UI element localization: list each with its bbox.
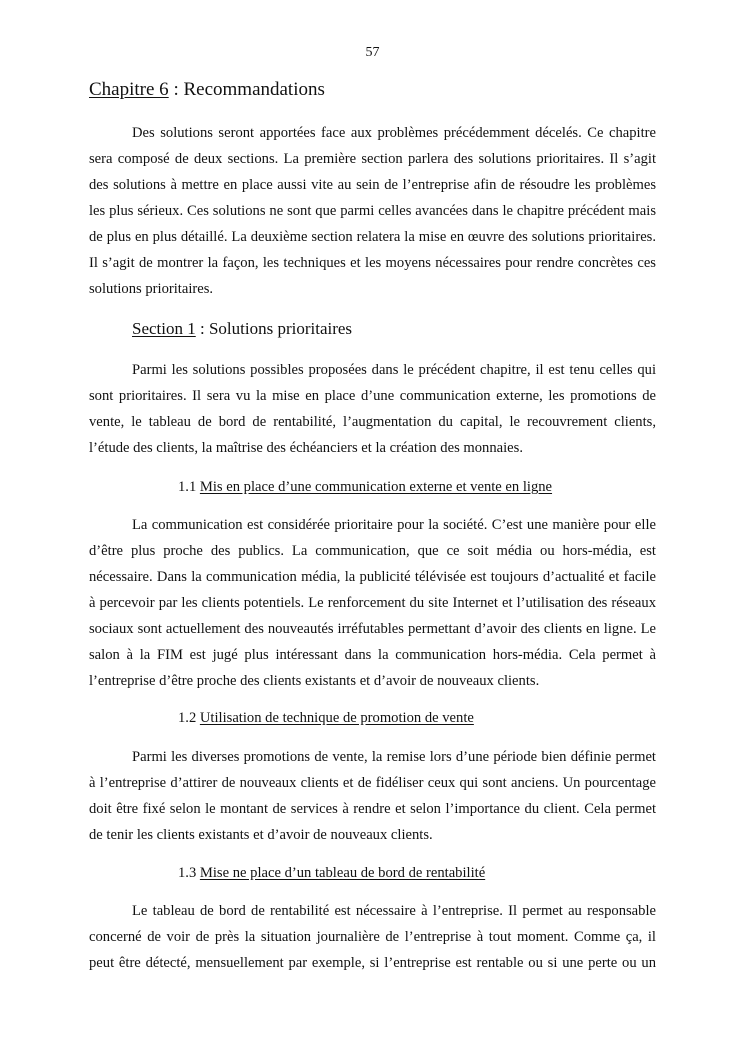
subsection-title: Mise ne place d’un tableau de bord de rentabilité	[199, 865, 486, 881]
section-heading	[132, 316, 699, 342]
paragraph-communication: La communication est considérée prioritaire pour la société. C’est une manière pour elle d’être plus proche des publics. La communication, que ce soit média ou hors-média, est nécessaire. Dans la communication média, la publicité télévisée est toujours d’actualité et facile à percevoir par les clients potentiels. Le renforcement du site Internet et l’utilisation des réseaux sociaux sont actuellement des nouveautés irréfutables permettant d’avoir des clients en ligne. Le salon à la FIM est jugé plus intéressant dans la communication hors-média. Cela permet à l’entreprise d’être proche des clients existants et d’avoir de nouveaux clients.	[89, 517, 656, 689]
page-number: 57	[365, 45, 380, 60]
subsection-title: Mis en place d’une communication externe et vente en ligne	[199, 479, 553, 495]
chapter-label: Chapitre 6	[89, 79, 169, 100]
subsection-number: 1.1	[178, 479, 200, 495]
subsection-heading-1-2	[178, 705, 658, 731]
subsection-number: 1.3	[178, 865, 200, 881]
chapter-title: : Recommandations	[168, 79, 325, 100]
subsection-number: 1.2	[178, 710, 200, 726]
subsection-heading-1-3	[178, 860, 658, 886]
paragraph-section-intro: Parmi les solutions possibles proposées dans le précédent chapitre, il est tenu celles qui sont prioritaires. Il sera vu la mise en place d’une communication externe, les promotions de vente, le tableau de bord de rentabilité, l’augmentation du capital, le recouvrement clients, l’étude des clients, la maîtrise des échéanciers et la création des monnaies.	[89, 362, 656, 456]
paragraph-promotion: Parmi les diverses promotions de vente, la remise lors d’une période bien définie permet à l’entreprise d’attirer de nouveaux clients et de fidéliser ceux qui sont anciens. Un pourcentage doit être fixé selon le montant de services à rendre et selon l’importance du client. Cela permet de tenir les clients existants et d’avoir de nouveaux clients.	[89, 749, 656, 843]
chapter-heading	[89, 77, 656, 103]
subsection-heading-1-1	[178, 474, 658, 500]
section-title: : Solutions prioritaires	[195, 319, 353, 338]
paragraph-dashboard: Le tableau de bord de rentabilité est nécessaire à l’entreprise. Il permet au responsable concerné de voir de près la situation journalière de l’entreprise à tout moment. Comme ça, il peut être détecté, mensuellement par exemple, si l’entreprise est rentable ou si une perte ou un	[89, 903, 656, 971]
section-label: Section 1	[132, 319, 196, 338]
subsection-title: Utilisation de technique de promotion de vente	[199, 710, 474, 726]
paragraph-intro: Des solutions seront apportées face aux problèmes précédemment décelés. Ce chapitre sera composé de deux sections. La première section parlera des solutions prioritaires. Il s’agit des solutions à mettre en place aussi vite au sein de l’entreprise afin de résoudre les problèmes les plus sérieux. Ces solutions ne sont que parmi celles avancées dans le chapitre précédent mais de plus en plus détaillé. La deuxième section relatera la mise en œuvre des solutions prioritaires. Il s’agit de montrer la façon, les techniques et les moyens nécessaires pour rendre concrètes ces solutions prioritaires.	[89, 125, 656, 297]
